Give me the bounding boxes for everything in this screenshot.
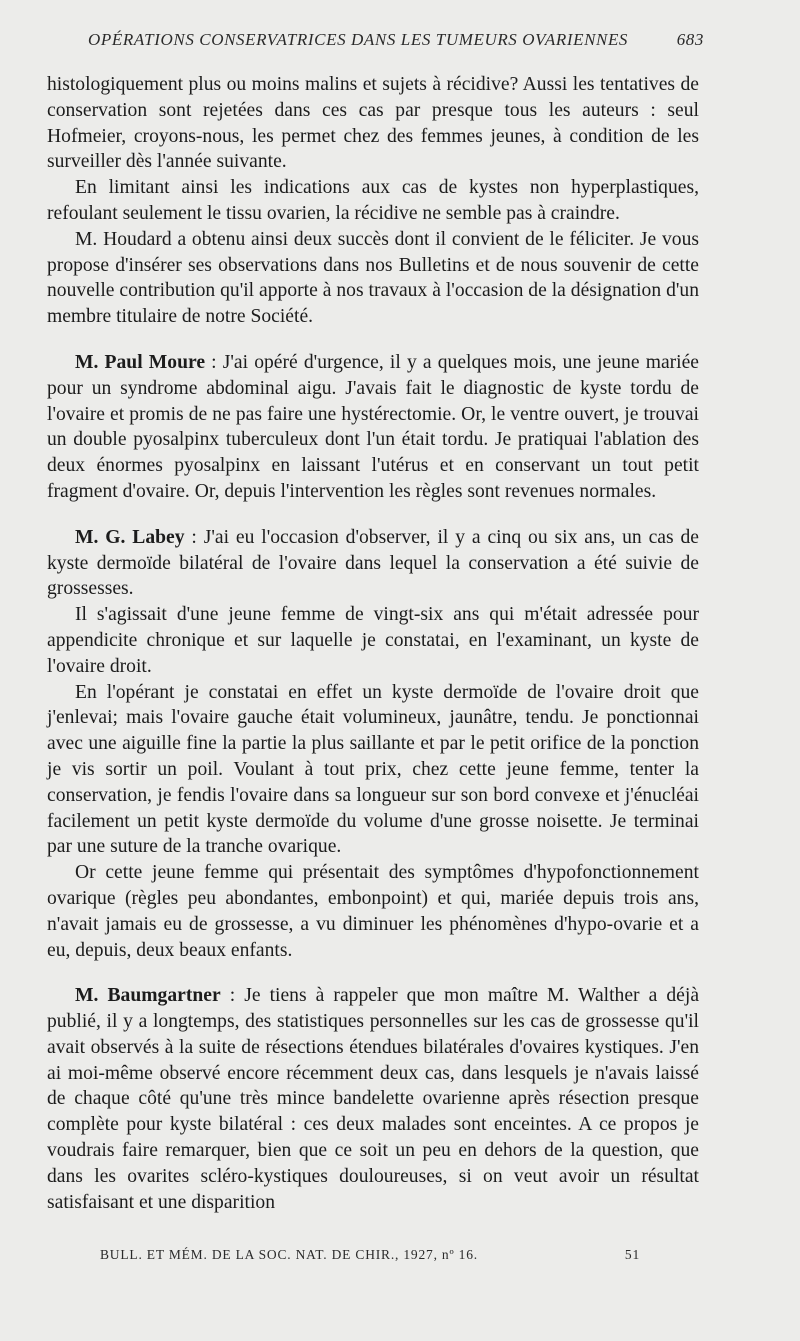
footer-number: 51 bbox=[624, 1247, 640, 1262]
speaker-name: M. G. Labey bbox=[75, 526, 185, 548]
speaker-name: M. Baumgartner bbox=[75, 985, 221, 1007]
page-footer bbox=[100, 1247, 640, 1263]
paragraph: En l'opérant je constatai en effet un kyste dermoïde de l'ovaire droit que j'enlevai; mais l'ovaire gauche était volumineux, jaunâtre, tendu. Je ponctionnai avec une aiguille fine la partie la plus saillante et par le petit orifice de la ponction je vis sortir un poil. Voulant à tout prix, chez cette jeune femme, tenter la conservation, je fendis l'ovaire dans sa longueur sur son bord convexe et j'énucléai facilement un petit kyste dermoïde du volume d'une grosse noisette. Je terminai par une suture de la tranche ovarique. bbox=[47, 681, 699, 858]
paragraph: M. G. Labey : J'ai eu l'occasion d'observer, il y a cinq ou six ans, un cas de kyste dermoïde bilatéral de l'ovaire dans lequel la conservation a été suivie de grossesses. bbox=[47, 526, 699, 600]
paragraph: M. Houdard a obtenu ainsi deux succès dont il convient de le féliciter. Je vous propose d'insérer ses observations dans nos Bulletins et de nous souvenir de cette nouvelle contribution qu'il apporte à nos travaux à l'occasion de la désignation d'un membre titulaire de notre Société. bbox=[47, 228, 699, 328]
speaker-name: M. Paul Moure bbox=[75, 351, 206, 373]
paragraph: En limitant ainsi les indications aux cas de kystes non hyperplastiques, refoulant seulement le tissu ovarien, la récidive ne semble pas à craindre. bbox=[47, 177, 699, 224]
running-title: OPÉRATIONS CONSERVATRICES DANS LES TUMEURS OVARIENNES bbox=[88, 30, 629, 49]
page-number: 683 bbox=[676, 30, 704, 49]
running-header bbox=[88, 30, 704, 50]
paragraph: M. Paul Moure : J'ai opéré d'urgence, il y a quelques mois, une jeune mariée pour un syndrome abdominal aigu. J'avais fait le diagnostic de kyste tordu de l'ovaire et promis de ne pas faire une hystérectomie. Or, le ventre ouvert, je trouvai un double pyosalpinx tuberculeux dont l'un était tordu. Je pratiquai l'ablation des deux énormes pyosalpinx en laissant l'utérus et en conservant un tout petit fragment d'ovaire. Or, depuis l'intervention les règles sont revenues normales. bbox=[47, 351, 699, 502]
paragraph: M. Baumgartner : Je tiens à rappeler que mon maître M. Walther a déjà publié, il y a longtemps, des statistiques personnelles sur les cas de grossesse qu'il avait observés à la suite de résections étendues bilatérales d'ovaires kystiques. J'en ai moi-même observé encore récemment deux cas, dans lesquels je n'avais laissé de chaque côté qu'une très mince bandelette ovarienne après résection presque complète pour kyste bilatéral : ces deux malades sont enceintes. A ce propos je voudrais faire remarquer, bien que ce soit un peu en dehors de la question, que dans les ovarites scléro-kystiques douloureuses, si on veut avoir un résultat satisfaisant et une disparition bbox=[47, 985, 700, 1213]
footer-citation: BULL. ET MÉM. DE LA SOC. NAT. DE CHIR., 1927, nº 16. bbox=[100, 1247, 478, 1262]
paragraph: histologiquement plus ou moins malins et sujets à récidive? Aussi les tentatives de conservation sont rejetées dans ces cas par presque tous les auteurs : seul Hofmeier, croyons-nous, les permet chez des femmes jeunes, à condition de les surveiller dès l'année suivante. bbox=[47, 74, 699, 173]
paragraph: Or cette jeune femme qui présentait des symptômes d'hypofonctionnement ovarique (règles peu abondantes, embonpoint) et qui, mariée depuis trois ans, n'avait jamais eu de grossesse, a vu diminuer les phénomènes d'hypo-ovarie et a eu, depuis, deux beaux enfants. bbox=[47, 862, 699, 961]
body-text bbox=[47, 72, 699, 1215]
paragraph: Il s'agissait d'une jeune femme de vingt-six ans qui m'était adressée pour appendicite chronique et sur laquelle je constatai, en l'examinant, un kyste de l'ovaire droit. bbox=[47, 604, 699, 677]
